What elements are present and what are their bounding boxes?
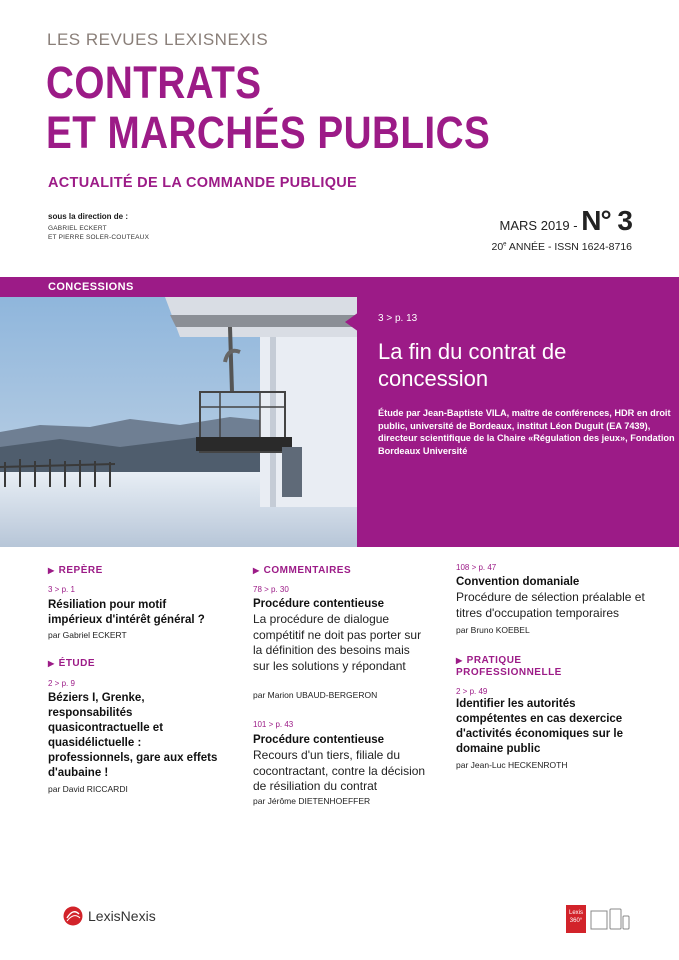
devices-icon [590, 908, 630, 932]
article-ref: 101 > p. 43 [253, 720, 294, 729]
pointer-notch [345, 312, 359, 332]
article-ref: 2 > p. 9 [48, 679, 75, 688]
section-commentaires [253, 565, 351, 576]
article-desc: Procédure de sélection préalable et titres d'occupation temporaires [456, 590, 645, 620]
cover-photo [0, 297, 357, 547]
year-rest: ANNÉE - ISSN 1624-8716 [506, 241, 632, 253]
brand-name: LexisNexis [88, 908, 156, 924]
section-label: PROFESSIONNELLE [456, 667, 562, 678]
badge-sub: 360° [569, 918, 583, 924]
triangle-icon: ▶ [48, 566, 55, 575]
article-byline: par Jean-Luc HECKENROTH [456, 760, 568, 770]
article-title[interactable]: Procédure contentieuse [253, 598, 385, 610]
section-label: ÉTUDE [58, 658, 96, 669]
lexisnexis-logo-icon [63, 906, 83, 926]
triangle-icon: ▶ [253, 566, 260, 575]
director-name: ET PIERRE SOLER-COUTEAUX [48, 234, 150, 241]
section-label: COMMENTAIRES [263, 565, 352, 576]
director-name: GABRIEL ECKERT [48, 225, 107, 232]
series-name: LES REVUES LEXISNEXIS [47, 30, 269, 49]
lexis360-badge [552, 905, 632, 933]
section-label: CONCESSIONS [48, 281, 134, 293]
article-title[interactable]: Identifier les autorités compétentes en cas dexercice d'activités économiques sur le domaine public [456, 698, 623, 755]
chairlift-photo [0, 297, 357, 547]
section-repere [48, 565, 103, 576]
section-label: PRATIQUE [466, 655, 522, 666]
article-ref: 78 > p. 30 [253, 585, 289, 594]
article-title[interactable]: Convention domaniale [456, 576, 580, 588]
section-etude [48, 658, 95, 669]
lexis-badge [566, 905, 586, 933]
journal-title-line1: CONTRATS [46, 57, 262, 108]
article-byline: par Gabriel ECKERT [48, 630, 127, 640]
journal-title-line2: ET MARCHÉS PUBLICS [46, 107, 491, 158]
year-issn [491, 241, 632, 253]
issue-date: MARS 2019 - [499, 218, 578, 233]
section-pratique [456, 655, 562, 679]
year-suffix: e [503, 241, 507, 248]
article-desc: Recours d'un tiers, filiale du cocontractant, contre la décision de résiliation du contrat [253, 748, 426, 793]
section-label: REPÈRE [58, 565, 103, 576]
article-title[interactable]: Résiliation pour motif impérieux d'intérêt général ? [48, 599, 205, 626]
direction-label: sous la direction de : [48, 212, 129, 221]
article-byline: par David RICCARDI [48, 784, 128, 794]
triangle-icon: ▶ [456, 656, 463, 665]
article-ref: 3 > p. 1 [48, 585, 75, 594]
feature-ref: 3 > p. 13 [378, 313, 418, 324]
year-prefix: 20 [491, 241, 504, 253]
article-ref: 108 > p. 47 [456, 563, 497, 572]
article-ref: 2 > p. 49 [456, 687, 488, 696]
article-title[interactable]: Procédure contentieuse [253, 734, 385, 746]
triangle-icon: ▶ [48, 659, 55, 668]
article-byline: par Jérôme DIETENHOEFFER [253, 796, 371, 806]
article-byline: par Marion UBAUD-BERGERON [253, 690, 378, 700]
badge-text: Lexis [568, 910, 583, 916]
article-desc: La procédure de dialogue compétitif ne doit pas porter sur la définition des besoins mais sur les solutions y répondant [253, 612, 422, 673]
feature-title[interactable]: La fin du contrat de concession [378, 339, 567, 391]
article-byline: par Bruno KOEBEL [456, 625, 530, 635]
journal-subtitle: ACTUALITÉ DE LA COMMANDE PUBLIQUE [48, 175, 358, 191]
issue-number: N° 3 [581, 205, 632, 236]
feature-author: Étude par Jean-Baptiste VILA, maître de conférences, HDR en droit public, université de Bordeaux, institut Léon Duguit (EA 7439), directeur scientifique de la Chaire «Régulation des jeux», Fondation Bordeaux Université [378, 408, 675, 456]
article-title[interactable]: Béziers I, Grenke, responsabilités quasicontractuelle et quasidélictuelle : professionnels, gare aux effets d'aubaine ! [48, 692, 218, 779]
issue-info [500, 205, 632, 237]
